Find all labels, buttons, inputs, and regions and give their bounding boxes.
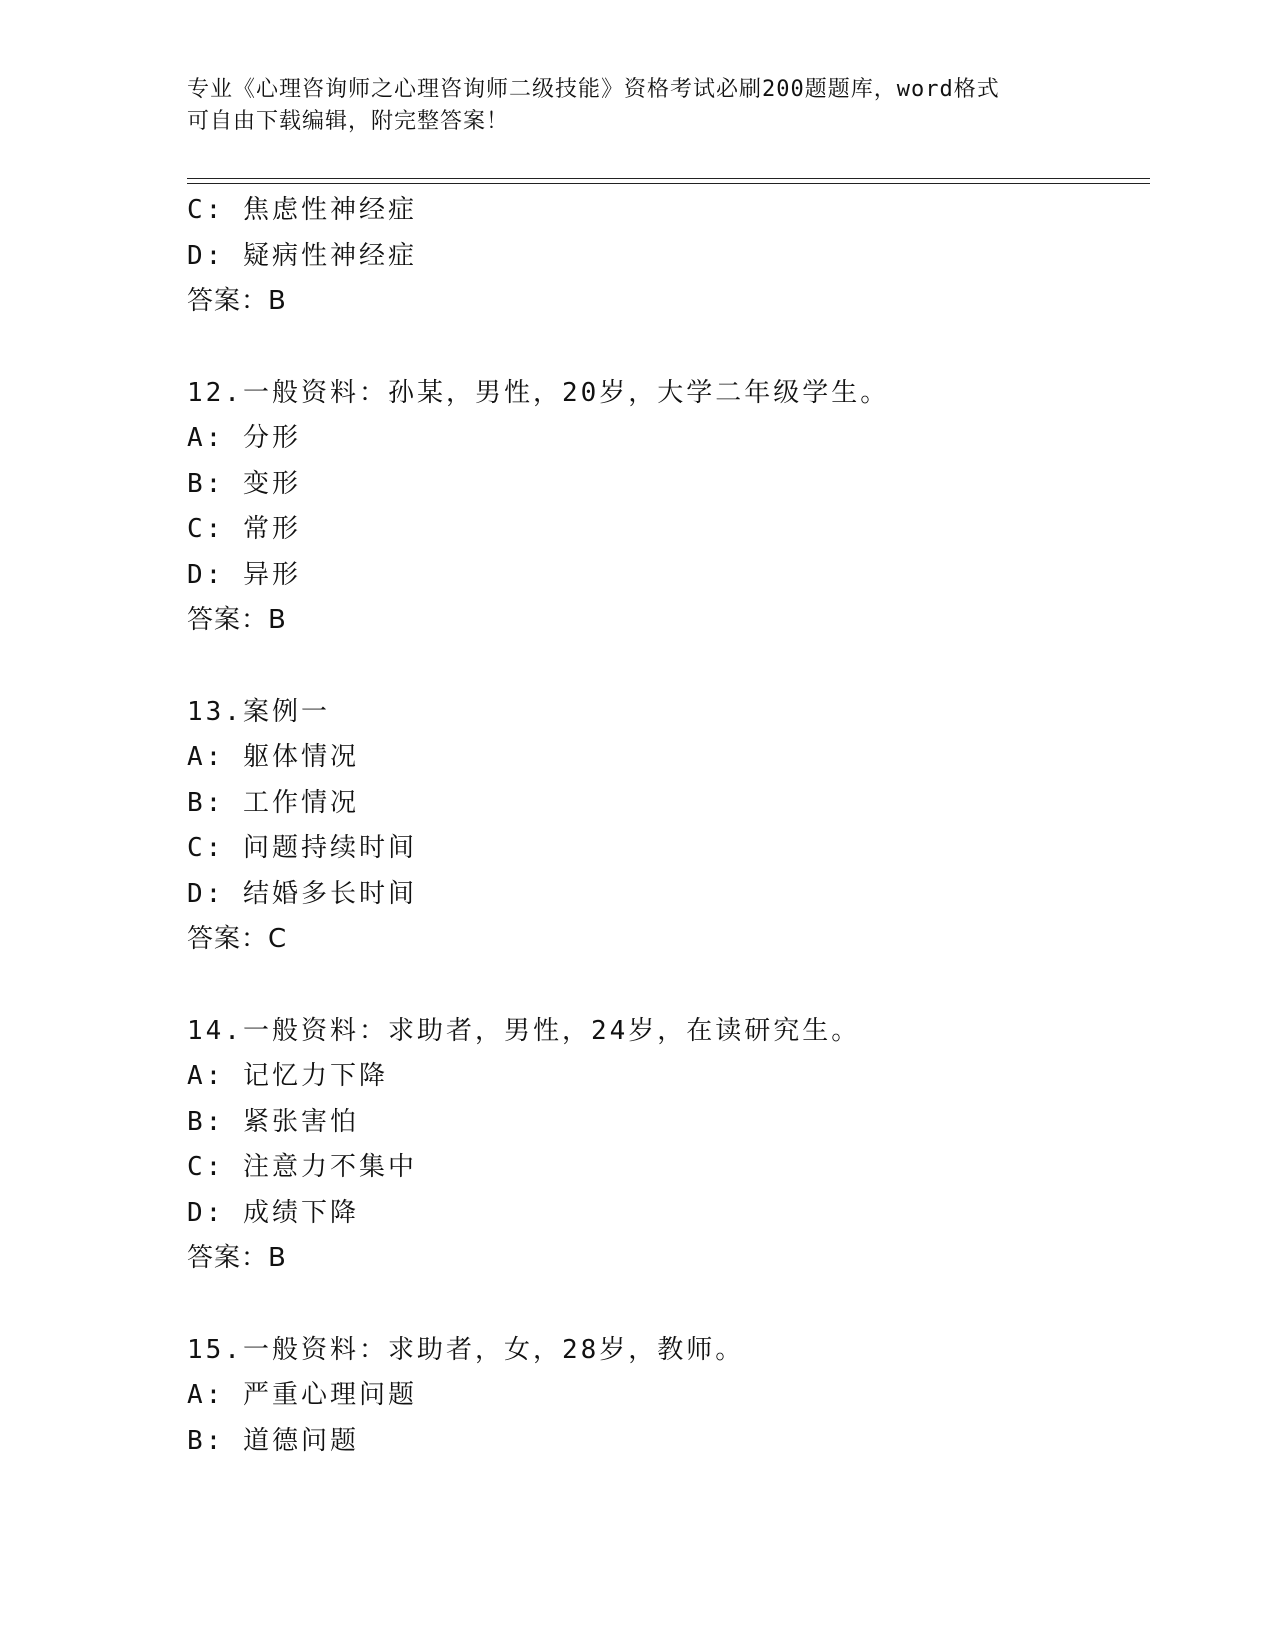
option-c: C: 问题持续时间 xyxy=(187,833,417,863)
header-line-1: 专业《心理咨询师之心理咨询师二级技能》资格考试必刷200题题库，word格式 xyxy=(187,77,1000,102)
option-c: C: 注意力不集中 xyxy=(187,1152,417,1182)
question-stem: 13.案例一 xyxy=(187,696,330,727)
spacer xyxy=(187,325,1147,371)
answer: 答案：C xyxy=(187,924,288,954)
option-a: A: 记忆力下降 xyxy=(187,1061,388,1091)
option-c: C: 焦虑性神经症 xyxy=(187,195,417,225)
option-d: D: 疑病性神经症 xyxy=(187,240,417,271)
spacer xyxy=(187,963,1147,1009)
question-14 xyxy=(187,1009,1147,1282)
option-d: D: 结婚多长时间 xyxy=(187,878,417,909)
option-c: C: 常形 xyxy=(187,514,301,544)
option-b: B: 紧张害怕 xyxy=(187,1106,359,1137)
question-13 xyxy=(187,690,1147,963)
option-a: A: 躯体情况 xyxy=(187,742,359,772)
header-rule-bottom xyxy=(187,183,1150,184)
question-12 xyxy=(187,371,1147,644)
answer: 答案：B xyxy=(187,286,287,316)
option-d: D: 成绩下降 xyxy=(187,1197,359,1228)
option-b: B: 工作情况 xyxy=(187,787,359,818)
answer: 答案：B xyxy=(187,1243,287,1273)
option-a: A: 分形 xyxy=(187,423,301,453)
question-stem: 15.一般资料：求助者，女，28岁，教师。 xyxy=(187,1334,745,1365)
option-d: D: 异形 xyxy=(187,559,301,590)
question-stem: 14.一般资料：求助者，男性，24岁，在读研究生。 xyxy=(187,1015,861,1046)
spacer xyxy=(187,1282,1147,1328)
question-list xyxy=(187,188,1147,1464)
option-a: A: 严重心理问题 xyxy=(187,1380,417,1410)
answer: 答案：B xyxy=(187,605,287,635)
header-line-2: 可自由下载编辑，附完整答案！ xyxy=(187,109,510,134)
question-stem: 12.一般资料：孙某，男性，20岁，大学二年级学生。 xyxy=(187,377,890,408)
document-header xyxy=(187,74,1087,138)
question-11-continued xyxy=(187,188,1147,325)
option-b: B: 道德问题 xyxy=(187,1425,359,1456)
spacer xyxy=(187,644,1147,690)
question-15 xyxy=(187,1328,1147,1465)
option-b: B: 变形 xyxy=(187,468,301,499)
header-rule-top xyxy=(187,178,1150,179)
